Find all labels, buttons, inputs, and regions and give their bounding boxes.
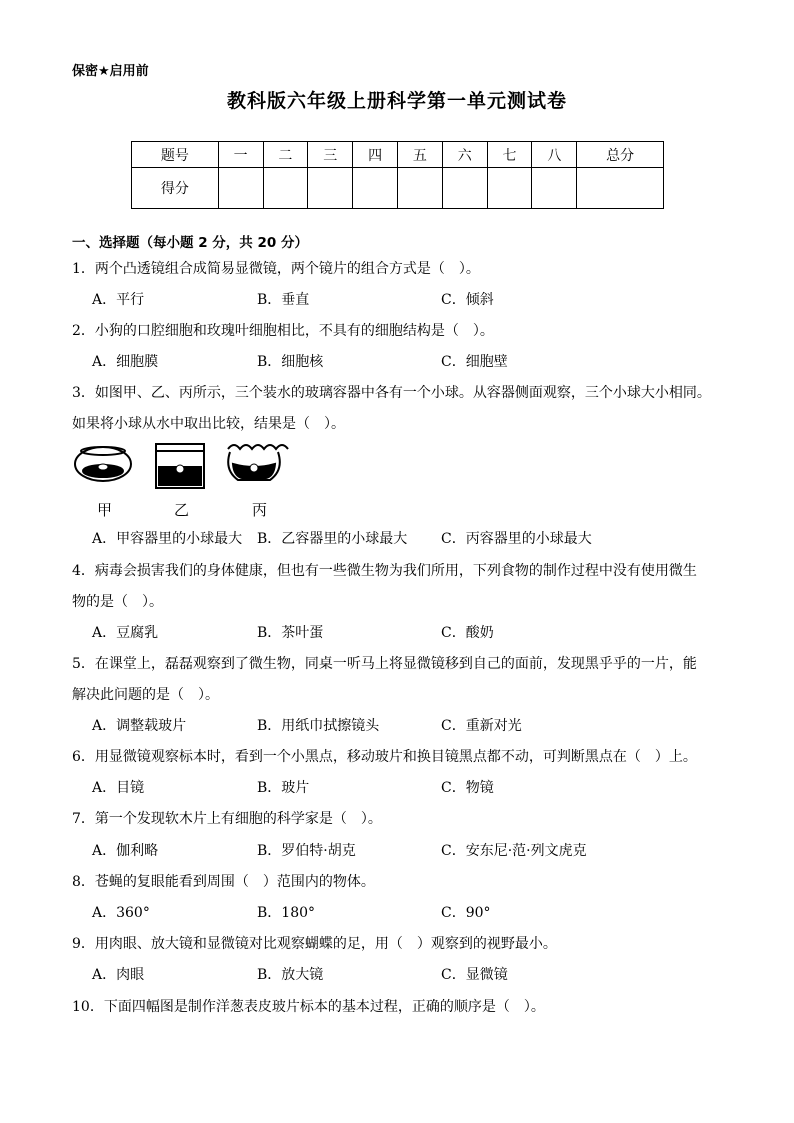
score-cell: 四: [353, 142, 398, 168]
score-input-cell: [353, 168, 398, 209]
option-b: B．乙容器里的小球最大: [257, 531, 408, 547]
question-3-line-2: 如果将小球从水中取出比较，结果是（ ）。: [72, 416, 345, 432]
score-table-score-row: [132, 168, 664, 209]
option-c: C．细胞壁: [441, 354, 508, 370]
option-c: C．显微镜: [441, 967, 508, 983]
option-c: C．倾斜: [441, 292, 494, 308]
option-a: A．伽利略: [92, 843, 159, 859]
score-cell: 一: [218, 142, 263, 168]
score-input-cell: [442, 168, 487, 209]
score-input-cell: [532, 168, 577, 209]
score-cell: 六: [442, 142, 487, 168]
option-a: A．360°: [92, 905, 150, 921]
score-cell: 题号: [132, 142, 219, 168]
question-6: 6．用显微镜观察标本时，看到一个小黑点，移动玻片和换目镜黑点都不动，可判断黑点在（ ）上。: [72, 749, 697, 765]
score-table: [131, 141, 664, 209]
option-a: A．豆腐乳: [92, 625, 159, 641]
option-b: B．180°: [257, 905, 316, 921]
question-7: 7．第一个发现软木片上有细胞的科学家是（ ）。: [72, 811, 382, 827]
score-cell: 七: [487, 142, 532, 168]
option-a: A．调整载玻片: [92, 718, 187, 734]
option-b: B．放大镜: [257, 967, 324, 983]
score-input-cell: [308, 168, 353, 209]
score-cell: 八: [532, 142, 577, 168]
option-c: C．酸奶: [441, 625, 494, 641]
option-b: B．玻片: [257, 780, 310, 796]
option-c: C．安东尼·范·列文虎克: [441, 843, 587, 859]
score-input-cell: [487, 168, 532, 209]
option-b: B．罗伯特·胡克: [257, 843, 356, 859]
option-b: B．茶叶蛋: [257, 625, 324, 641]
question-8: 8．苍蝇的复眼能看到周围（ ）范围内的物体。: [72, 874, 375, 890]
question-4-line-1: 4．病毒会损害我们的身体健康，但也有一些微生物为我们所用，下列食物的制作过程中没有使用微生: [72, 563, 697, 579]
score-cell: 得分: [132, 168, 219, 209]
score-input-cell: [263, 168, 308, 209]
option-c: C．重新对光: [441, 718, 522, 734]
score-table-header-row: [132, 142, 664, 168]
figure-label-yi: 乙: [174, 501, 190, 519]
score-input-cell: [577, 168, 664, 209]
score-cell: 五: [397, 142, 442, 168]
question-3-line-1: 3．如图甲、乙、丙所示，三个装水的玻璃容器中各有一个小球。从容器侧面观察，三个小球大小相同。: [72, 385, 711, 401]
secret-mark: 保密★启用前: [72, 64, 149, 79]
option-a: A．细胞膜: [92, 354, 159, 370]
score-cell: 二: [263, 142, 308, 168]
score-input-cell: [218, 168, 263, 209]
section-heading: 一、选择题（每小题 2 分，共 20 分）: [72, 235, 308, 251]
question-10: 10．下面四幅图是制作洋葱表皮玻片标本的基本过程，正确的顺序是（ ）。: [72, 999, 545, 1015]
question-9: 9．用肉眼、放大镜和显微镜对比观察蝴蝶的足，用（ ）观察到的视野最小。: [72, 936, 557, 952]
page-title: 教科版六年级上册科学第一单元测试卷: [226, 90, 567, 112]
bowl-jia-figure: [75, 447, 131, 481]
question-5-line-2: 解决此问题的是（ ）。: [72, 687, 219, 703]
option-a: A．肉眼: [92, 967, 145, 983]
option-b: B．用纸巾拭擦镜头: [257, 718, 380, 734]
question-1: 1．两个凸透镜组合成简易显微镜，两个镜片的组合方式是（ ）。: [72, 261, 480, 277]
option-c: C．丙容器里的小球最大: [441, 531, 592, 547]
option-b: B．细胞核: [257, 354, 324, 370]
score-cell: 总分: [577, 142, 664, 168]
option-a: A．目镜: [92, 780, 145, 796]
option-a: A．甲容器里的小球最大: [92, 531, 243, 547]
option-c: C．物镜: [441, 780, 494, 796]
figure-label-bing: 丙: [252, 501, 268, 519]
option-c: C．90°: [441, 905, 491, 921]
score-input-cell: [397, 168, 442, 209]
figure-label-jia: 甲: [97, 501, 113, 519]
fishbowl-bing-figure: [228, 445, 288, 480]
score-cell: 三: [308, 142, 353, 168]
question-2: 2．小狗的口腔细胞和玫瑰叶细胞相比，不具有的细胞结构是（ ）。: [72, 323, 494, 339]
container-figures: [72, 440, 312, 500]
option-b: B．垂直: [257, 292, 310, 308]
question-5-line-1: 5．在课堂上，磊磊观察到了微生物，同桌一听马上将显微镜移到自己的面前，发现黑乎乎的一片，能: [72, 656, 697, 672]
question-4-line-2: 物的是（ ）。: [72, 594, 163, 610]
tank-yi-figure: [156, 444, 204, 488]
option-a: A．平行: [92, 292, 145, 308]
